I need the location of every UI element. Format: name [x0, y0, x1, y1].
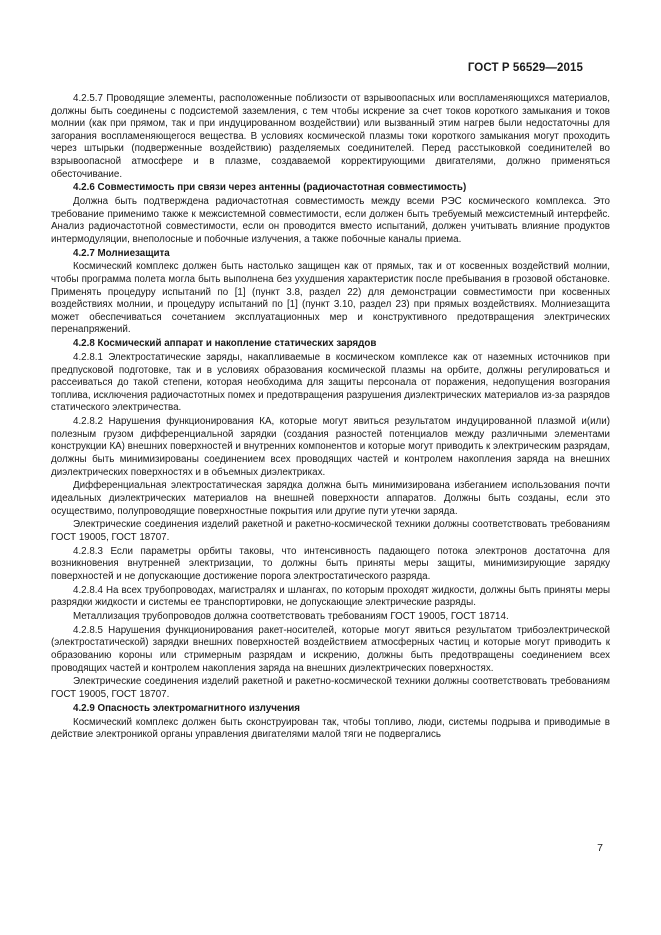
section-heading: 4.2.9 Опасность электромагнитного излучения	[73, 702, 301, 714]
paragraph: Металлизация трубопроводов должна соответствовать требованиям ГОСТ 19005, ГОСТ 18714.	[73, 611, 509, 622]
paragraph: 4.2.8.3 Если параметры орбиты таковы, что интенсивность падающего потока электронов достаточна для возникновения внутренней электризации, то должны быть приняты меры защиты, минимизирующие зарядку поверхностей и не допускающие достижение порога электростатического разряда.	[51, 545, 610, 582]
paragraph: 4.2.8.1 Электростатические заряды, накапливаемые в космическом комплексе как от наземных источников при предпусковой подготовке, так и в условиях образования космической плазмы на орбите, должны регулироваться и рассеиваться до такой степени, которая необходима для защиты персонала от поражения, недопущения возгорания топлива, исключения радиочастотных помех и предотвращения разрушения диэлектрических материалов из-за разрядов статического электричества.	[51, 352, 610, 414]
section-heading: 4.2.7 Молниезащита	[73, 247, 170, 259]
paragraph: 4.2.5.7 Проводящие элементы, расположенные поблизости от взрывоопасных или воспламеняющихся материалов, должны быть соединены с подсистемой заземления, с тем чтобы искрение за счет токов короткого замыкания и токов молнии (как при прямом, так и при индуцированном воздействии) или вызванный этим нагрев были недостаточны для загорания воспламеняющегося вещества. В условиях космической плазмы токи короткого замыкания могут проходить через штырьки (подверженные воздействию) разделяемых соединителей. Перед расстыковкой соединителей во взрывоопасной атмосфере и в плазме, создаваемой корректирующими двигателями, должно применяться обесточивание.	[51, 93, 610, 180]
paragraph: Космический комплекс должен быть настолько защищен как от прямых, так и от косвенных воздействий молнии, чтобы программа полета могла быть выполнена без ухудшения характеристик после пребывания в грозовой обстановке. Применять процедуру испытаний по [1] (пункт 3.8, раздел 22) для демонстрации совместимости при косвенных воздействиях молнии, и процедуру испытаний по [1] (пункт 3.10, раздел 23) при прямых воздействиях. Молниезащита может обеспечиваться сочетанием эксплуатационных мер и конструктивного предотвращения электрических перенапряжений.	[51, 261, 610, 336]
paragraph: 4.2.8.5 Нарушения функционирования ракет-носителей, которые могут явиться результатом трибоэлектрической (электростатической) зарядки внешних поверхностей воздействием атмосферных частиц и которые могут приводить к образованию короны или стримерным разрядам и искрению, должны быть предотвращены соединением всех проводящих частей и контролем накопления заряда на внешних диэлектрических поверхностях.	[51, 624, 610, 674]
paragraph: Должна быть подтверждена радиочастотная совместимость между всеми РЭС космического комплекса. Это требование применимо также к межсистемной совместимости, если должен быть требуемый межсистемный интерфейс. Анализ радиочастотной совместимости, если он проводится вместо испытаний, должен учитывать влияние продуктов интермодуляции, внеполосные и побочные излучения, а также побочные каналы приема.	[51, 196, 610, 245]
paragraph: Электрические соединения изделий ракетной и ракетно-космической техники должны соответствовать требованиям ГОСТ 19005, ГОСТ 18707.	[51, 519, 610, 543]
paragraph: Космический комплекс должен быть сконструирован так, чтобы топливо, люди, системы подрыва и приводимые в действие электроникой органы управления двигателями малой тяги не подвергались	[51, 716, 610, 741]
paragraph: 4.2.8.4 На всех трубопроводах, магистралях и шлангах, по которым проходят жидкости, должны быть приняты меры разрядки жидкости и системы ее транспортировки, не допускающие электрические разряды.	[51, 584, 610, 609]
page-number: 7	[597, 842, 603, 854]
document-id-header: ГОСТ Р 56529—2015	[467, 62, 583, 74]
section-heading: 4.2.8 Космический аппарат и накопление статических зарядов	[73, 338, 377, 350]
document-body	[51, 93, 610, 743]
paragraph: 4.2.8.2 Нарушения функционирования КА, которые могут явиться результатом индуцированной плазмой и(или) полезным грузом дифференциальной зарядки (создания разностей потенциалов между различными элементами конструкции КА) внешних поверхностей и внутренних компонентов и которые могут приводить к электрическим разрядам, должны быть минимизированы соединением всех проводящих частей и контролем накопления заряда на внешних диэлектрических поверхностях и в объемных диэлектриках.	[51, 416, 610, 478]
paragraph: Дифференциальная электростатическая зарядка должна быть минимизирована избеганием использования почти идеальных диэлектрических материалов на внешней поверхности аппаратов. Должны быть созданы, если это осуществимо, полупроводящие поверхностные покрытия или другие пути утечки заряда.	[51, 480, 610, 517]
section-heading: 4.2.6 Совместимость при связи через антенны (радиочастотная совместимость)	[73, 182, 467, 194]
paragraph: Электрические соединения изделий ракетной и ракетно-космической техники должны соответствовать требованиям ГОСТ 19005, ГОСТ 18707.	[51, 676, 610, 700]
